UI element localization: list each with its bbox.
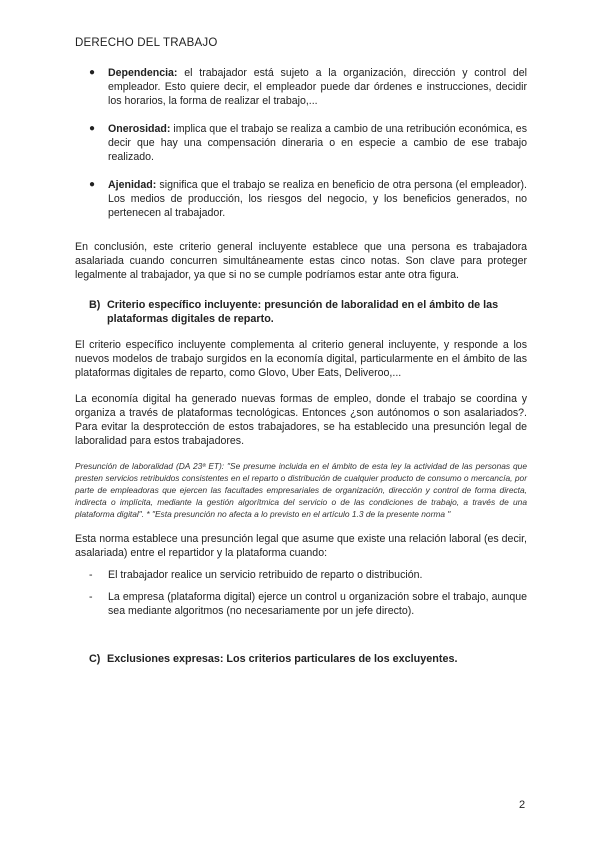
page-content — [75, 66, 527, 666]
conclusion-paragraph: En conclusión, este criterio general incluyente establece que una persona es trabajadora asalariada cuando concurren simultáneamente estas cinco notas. Son clave para proteger legalmente al trabajador, ya que si no se cumple podríamos estar ante otra figura. — [75, 241, 527, 281]
section-b-heading — [75, 298, 527, 326]
dash-marker: - — [89, 569, 93, 581]
section-c-title: Exclusiones expresas: Los criterios particulares de los excluyentes. — [107, 653, 458, 665]
condition-item — [75, 568, 527, 582]
condition-text: La empresa (plataforma digital) ejerce un control u organización sobre el trabajo, aunque sea mediante algoritmos (no necesariamente por un jefe directo). — [108, 591, 527, 617]
bullet-term: Onerosidad: — [108, 123, 171, 135]
bullet-dot-icon: ● — [89, 179, 96, 190]
bullet-onerosidad — [75, 122, 527, 164]
bullet-dot-icon: ● — [89, 67, 96, 78]
section-c-letter: C) — [89, 653, 101, 665]
bullet-dot-icon: ● — [89, 123, 96, 134]
condition-item — [75, 590, 527, 618]
bullet-text: significa que el trabajo se realiza en beneficio de otra persona (el empleador). Los medios de producción, los riesgos del negocio, y los beneficios generados, no pertenecen al trabajador. — [108, 179, 527, 219]
section-b-paragraph-2: La economía digital ha generado nuevas formas de empleo, donde el trabajo se coordina y organiza a través de plataformas tecnológicas. Entonces ¿son autónomos o son asalariados?. Para evitar la desprotección de estos trabajadores, se ha establecido una presunción legal de laboralidad para estos trabajadores. — [75, 393, 527, 447]
section-b-paragraph-3: Esta norma establece una presunción legal que asume que existe una relación laboral (es decir, asalariada) entre el repartidor y la plataforma cuando: — [75, 533, 527, 559]
legal-quote: Presunción de laboralidad (DA 23ª ET): "Se presume incluida en el ámbito de esta ley la actividad de las personas que presten servicios retribuidos consistentes en el reparto o distribución de cualquier producto de consumo o mercancía, por parte de empleadoras que ejercen las facultades empresariales de organización, dirección y control de forma directa, indirecta o implícita, mediante la gestión algorítmica del servicio o de las condiciones de trabajo, a través de una plataforma digital". * "Esta presunción no afecta a lo previsto en el artículo 1.3 de la presente norma " — [75, 461, 527, 519]
conditions-dash-list — [75, 568, 527, 618]
bullet-dependencia — [75, 66, 527, 108]
bullet-text: el trabajador está sujeto a la organización, dirección y control del empleador. Esto quiere decir, el empleador puede dar órdenes e instrucciones, decidir los horarios, la forma de realizar el trabajo,... — [108, 67, 527, 107]
bullet-term: Dependencia: — [108, 67, 178, 79]
running-header: DERECHO DEL TRABAJO — [75, 37, 218, 49]
section-c-heading — [75, 652, 527, 666]
section-b-title: Criterio específico incluyente: presunción de laboralidad en el ámbito de las plataformas digitales de reparto. — [107, 299, 499, 325]
dash-marker: - — [89, 591, 93, 603]
page-number: 2 — [519, 799, 526, 811]
bullet-term: Ajenidad: — [108, 179, 157, 191]
section-b-letter: B) — [89, 299, 101, 311]
section-b-paragraph-1: El criterio específico incluyente complementa al criterio general incluyente, y responde a los nuevos modelos de trabajo surgidos en la economía digital, particularmente en el ámbito de las plataformas digitales de reparto, como Glovo, Uber Eats, Deliveroo,... — [75, 339, 527, 379]
criteria-bullet-list — [75, 66, 527, 220]
bullet-ajenidad — [75, 178, 527, 220]
condition-text: El trabajador realice un servicio retribuido de reparto o distribución. — [108, 569, 423, 581]
bullet-text: implica que el trabajo se realiza a cambio de una retribución económica, es decir que hay una compensación dineraria o en especie a cambio de ese trabajo realizado. — [108, 123, 527, 163]
